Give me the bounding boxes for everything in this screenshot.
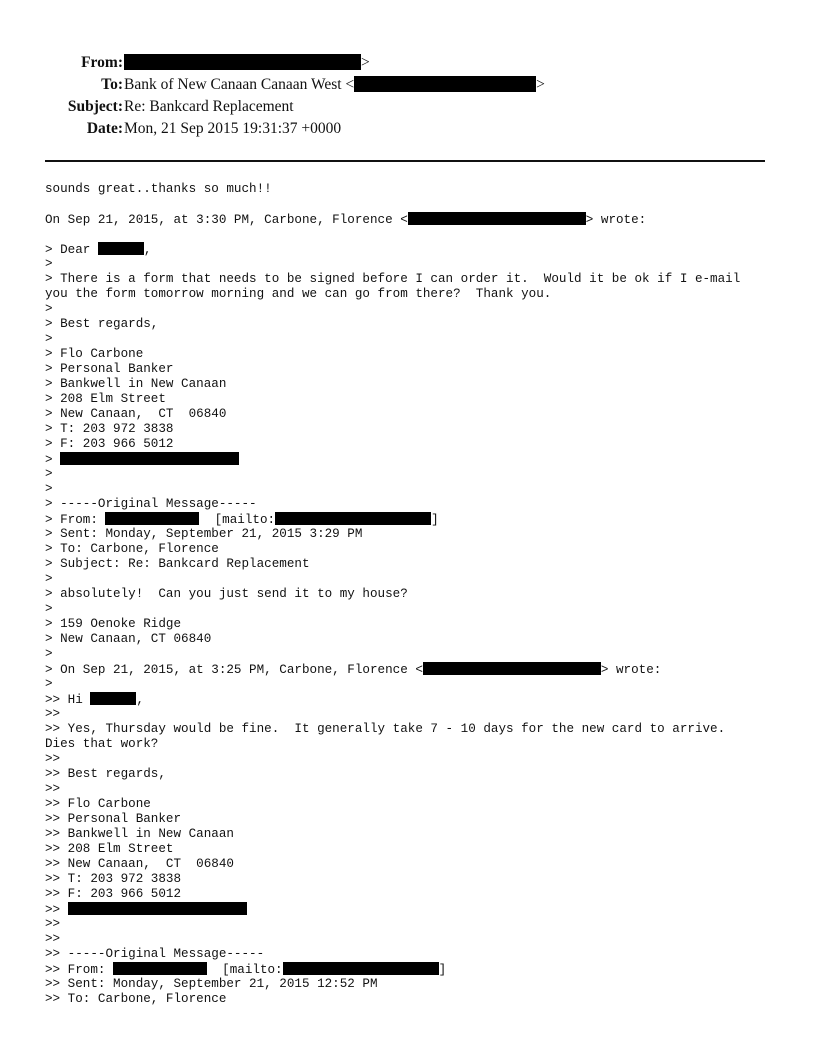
- body-line: > absolutely! Can you just send it to my house?: [45, 587, 408, 601]
- redaction-block: [408, 212, 586, 225]
- body-line: >> 208 Elm Street: [45, 842, 174, 856]
- body-line: > Dear ,: [45, 243, 152, 257]
- body-line: > F: 203 966 5012: [45, 437, 174, 451]
- to-value: Bank of New Canaan Canaan West < >: [124, 76, 545, 93]
- body-line: sounds great..thanks so much!!: [45, 182, 272, 196]
- body-line: > On Sep 21, 2015, at 3:25 PM, Carbone, Florence < > wrote:: [45, 663, 662, 677]
- body-line: > Bankwell in New Canaan: [45, 377, 227, 391]
- body-line: >: [45, 332, 53, 346]
- body-line: >> Bankwell in New Canaan: [45, 827, 234, 841]
- body-line: >> Hi ,: [45, 693, 144, 707]
- body-line: > To: Carbone, Florence: [45, 542, 219, 556]
- body-line: >: [45, 647, 53, 661]
- body-line: > T: 203 972 3838: [45, 422, 174, 436]
- redaction-block: [124, 54, 361, 70]
- body-line: Dies that work?: [45, 737, 159, 751]
- date-value: Mon, 21 Sep 2015 19:31:37 +0000: [124, 120, 342, 137]
- redaction-block: [113, 962, 207, 975]
- body-line: > -----Original Message-----: [45, 497, 257, 511]
- body-line: >>: [45, 917, 61, 931]
- body-line: > Personal Banker: [45, 362, 174, 376]
- body-line: > From: [mailto: ]: [45, 513, 439, 527]
- body-line: >: [45, 467, 53, 481]
- body-line: > New Canaan, CT 06840: [45, 407, 227, 421]
- date-label: Date:: [86, 120, 123, 137]
- body-line: >> T: 203 972 3838: [45, 872, 182, 886]
- body-line: >> From: [mailto: ]: [45, 963, 447, 977]
- body-line: >: [45, 677, 53, 691]
- body-line: [45, 227, 775, 242]
- body-line: > Subject: Re: Bankcard Replacement: [45, 557, 310, 571]
- body-line: >>: [45, 932, 61, 946]
- redaction-block: [354, 76, 536, 92]
- from-value: >: [124, 52, 370, 74]
- redaction-block: [275, 512, 431, 525]
- body-line: > Sent: Monday, September 21, 2015 3:29 PM: [45, 527, 363, 541]
- body-line: >> Yes, Thursday would be fine. It generally take 7 - 10 days for the new card to arrive.: [45, 722, 726, 736]
- redaction-block: [60, 452, 239, 465]
- header-divider: [45, 160, 765, 162]
- body-line: >> Personal Banker: [45, 812, 182, 826]
- body-line: > There is a form that needs to be signed before I can order it. Would it be ok if I e-mail: [45, 272, 741, 286]
- subject-value: Re: Bankcard Replacement: [124, 98, 294, 115]
- body-line: > 208 Elm Street: [45, 392, 166, 406]
- body-line: you the form tomorrow morning and we can go from there? Thank you.: [45, 287, 552, 301]
- body-line: > Best regards,: [45, 317, 159, 331]
- body-line: >: [45, 302, 53, 316]
- body-line: >> Flo Carbone: [45, 797, 151, 811]
- body-line: >>: [45, 902, 775, 917]
- redaction-block: [423, 662, 601, 675]
- redaction-block: [90, 692, 136, 705]
- body-line: >> To: Carbone, Florence: [45, 992, 227, 1006]
- redaction-block: [68, 902, 247, 915]
- body-line: >>: [45, 752, 61, 766]
- body-line: >>: [45, 782, 61, 796]
- body-line: >: [45, 572, 53, 586]
- redaction-block: [105, 512, 199, 525]
- body-line: > New Canaan, CT 06840: [45, 632, 212, 646]
- body-line: >: [45, 602, 53, 616]
- redaction-block: [98, 242, 144, 255]
- body-line: >> F: 203 966 5012: [45, 887, 182, 901]
- from-label: From:: [81, 54, 123, 71]
- body-line: > Flo Carbone: [45, 347, 144, 361]
- body-line: >: [45, 452, 775, 467]
- body-line: >> New Canaan, CT 06840: [45, 857, 234, 871]
- subject-label: Subject:: [67, 98, 123, 115]
- to-label: To:: [101, 76, 123, 93]
- body-line: >> Sent: Monday, September 21, 2015 12:52 PM: [45, 977, 378, 991]
- body-line: >>: [45, 707, 61, 721]
- body-line: >> -----Original Message-----: [45, 947, 265, 961]
- body-line: > 159 Oenoke Ridge: [45, 617, 182, 631]
- body-line: >: [45, 482, 53, 496]
- body-line: [45, 197, 775, 212]
- body-line: On Sep 21, 2015, at 3:30 PM, Carbone, Florence < > wrote:: [45, 213, 647, 227]
- body-line: >: [45, 257, 53, 271]
- body-line: >> Best regards,: [45, 767, 166, 781]
- email-body: [45, 182, 775, 1007]
- redaction-block: [283, 962, 439, 975]
